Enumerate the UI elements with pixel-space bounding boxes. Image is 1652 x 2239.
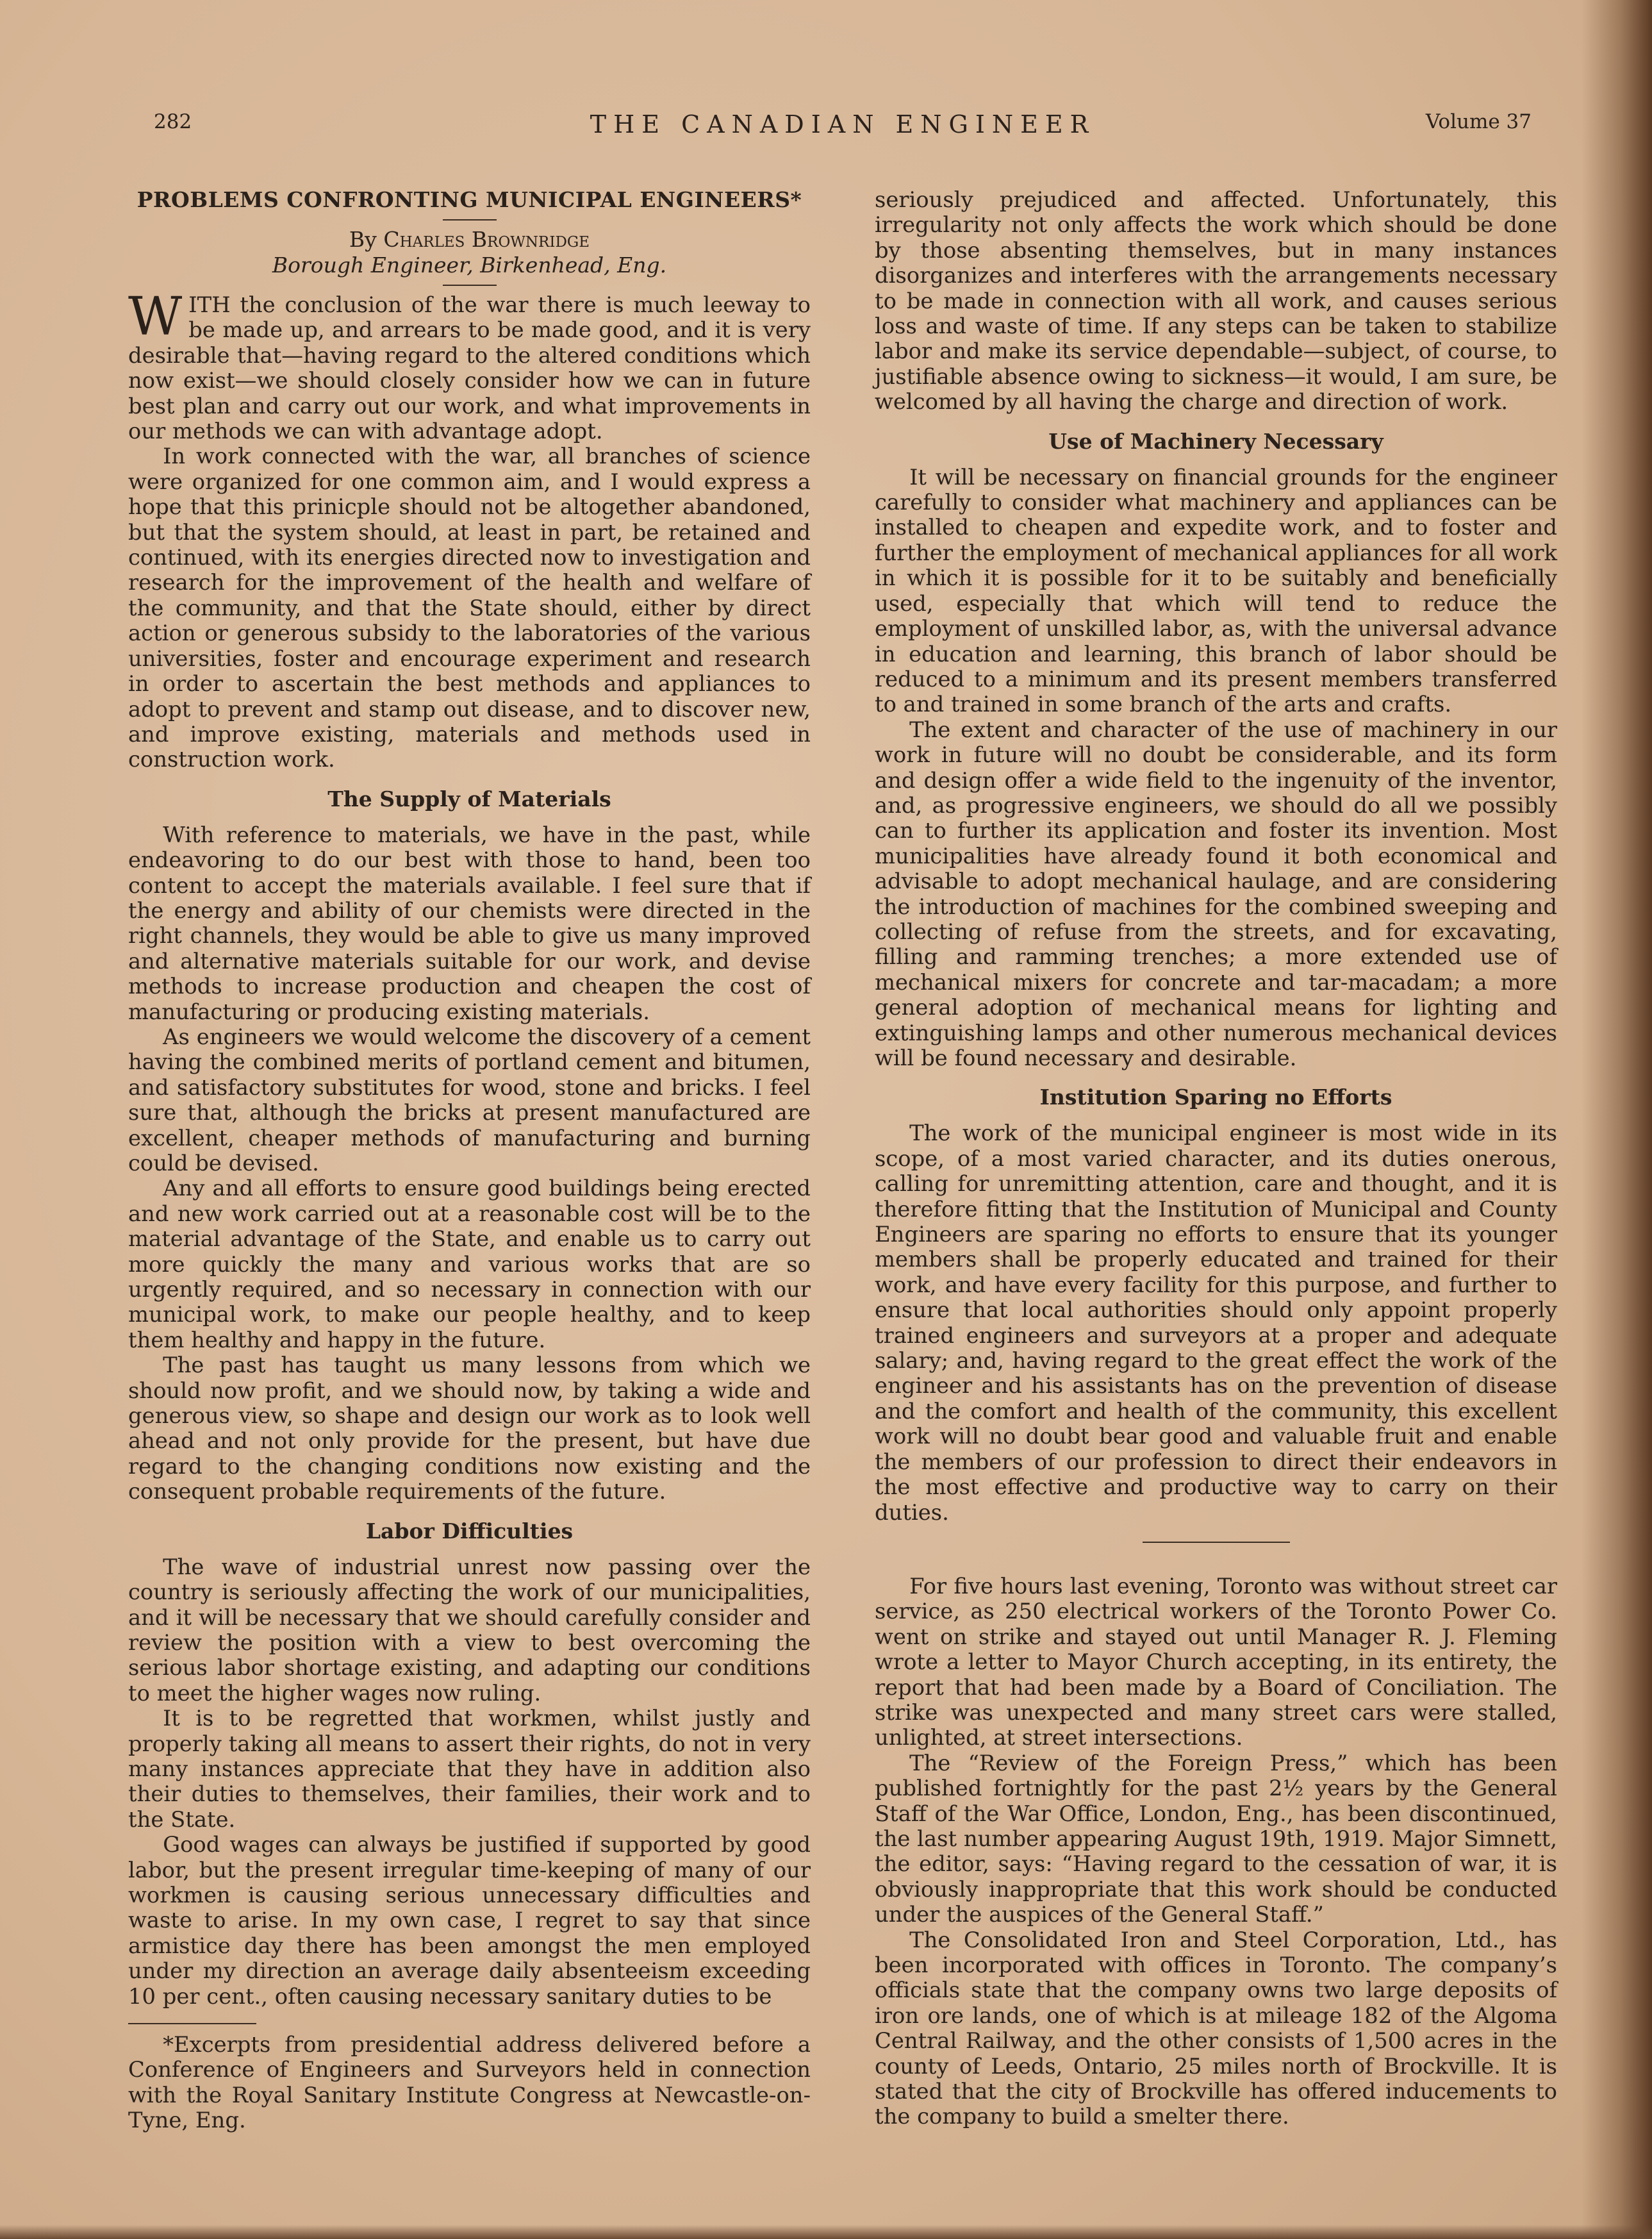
binding-shadow	[1582, 0, 1652, 2239]
paragraph-labor-continued: seriously prejudiced and affected. Unfortunately, this irregularity not only affects the work which should be done by those absenting themselves, but in many instances disorganizes and interferes with the arrangements necessary to be made in connection with all work, and causes serious loss and waste of time. If any steps can be taken to stabilize labor and make its service dependable—subject, of course, to justifiable absence owing to sickness—it would, I am sure, be welcomed by all having the charge and direction of work.	[875, 187, 1557, 415]
paragraph-labor-1: The wave of industrial unrest now passing over the country is seriously affecting the work of our municipalities, and it will be necessary that we should carefully consider and review the position with a view to best overcoming the serious labor shortage existing, and adapting our conditions to meet the higher wages now ruling.	[128, 1554, 811, 1706]
paragraph-labor-2: It is to be regretted that workmen, whilst justly and properly taking all means to assert their rights, do not in very many instances appreciate that they have in addition also their duties to themselves, their families, their work and to the State.	[128, 1706, 811, 1832]
paragraph-labor-3: Good wages can always be justified if supported by good labor, but the present irregular time-keeping of many of our workmen is causing serious unnecessary difficulties and waste to arise. In my own case, I regret to say that since armistice day there has been amongst the men employed under my direction an average daily absenteeism exceeding 10 per cent., often causing necessary sanitary duties to be	[128, 1832, 811, 2009]
paragraph-institution: The work of the municipal engineer is most wide in its scope, of a most varied character, and its duties onerous, calling for unremitting attention, care and thought, and it is therefore fitting that the Institution of Municipal and County Engineers are sparing no efforts to ensure that its younger members shall be properly educated and trained for their work, and have every facility for this purpose, and further to ensure that local authorities should only appoint properly trained engineers and surveyors at a proper and adequate salary; and, having regard to the great effect the work of the engineer and his assistants has on the prevention of disease and the comfort and health of the community, this excellent work will no doubt bear good and valuable fruit and enable the members of our profession to direct their endeavors in the most effective and productive way to carry on their duties.	[875, 1120, 1557, 1525]
page-number: 282	[154, 110, 192, 133]
section-heading-materials: The Supply of Materials	[327, 786, 611, 812]
byline	[128, 227, 811, 253]
news-foreign-press-review: The “Review of the Foreign Press,” which has been published fortnightly for the past 2½ years by the General Staff of the War Office, London, Eng., has been discontinued, the last number appearing August 19th, 1919. Major Simnett, the editor, says: “Having regard to the cessation of war, it is obviously inappropriate that this work should be conducted under the auspices of the General Staff.”	[875, 1750, 1557, 1927]
left-column	[128, 187, 811, 2133]
paragraph-science: In work connected with the war, all branches of science were organized for one common aim, and I would express a hope that this prinicple should not be altogether abandoned, but that the system should, at least in part, be retained and continued, with its energies directed now to investigation and research for the improvement of the health and welfare of the community, and that the State should, either by direct action or generous subsidy to the laboratories of the various universities, foster and encourage experiment and research in order to ascertain the best methods and appliances to adopt to prevent and stamp out disease, and to discover new, and improve existing, materials and methods used in construction work.	[128, 444, 811, 772]
article-title: PROBLEMS CONFRONTING MUNICIPAL ENGINEERS*	[136, 187, 802, 212]
news-consolidated-iron-steel: The Consolidated Iron and Steel Corporation, Ltd., has been incorporated with offices in Toronto. The company’s officials state that the company owns two large deposits of iron ore lands, one of which is at mileage 182 of the Algoma Central Railway, and the other consists of 1,500 acres in the county of Leeds, Ontario, 25 miles north of Brockville. It is stated that the city of Brockville has offered inducements to the company to build a smelter there.	[875, 1927, 1557, 2129]
paragraph-machinery-2: The extent and character of the use of machinery in our work in future will no doubt be considerable, and its form and design offer a wide field to the ingenuity of the inventor, and, as progressive engineers, we should do all we possibly can to further its application and foster its invention. Most municipalities have already found it both economical and advisable to adopt mechanical haulage, and are considering the introduction of machines for the combined sweeping and collecting of refuse from the streets, and for excavating, filling and ramming trenches; a more extended use of mechanical mixers for concrete and tar-macadam; a more general adoption of mechanical means for lighting and extinguishing lamps and other numerous mechanical devices will be found necessary and desirable.	[875, 717, 1557, 1070]
news-toronto-strike: For five hours last evening, Toronto was without street car service, as 250 electrical workers of the Toronto Power Co. went on strike and stayed out until Manager R. J. Fleming wrote a letter to Mayor Church accepting, in its entirety, the report that had been made by a Board of Conciliation. The strike was unexpected and many street cars were stalled, unlighted, at street intersections.	[875, 1573, 1557, 1751]
paragraph-machinery-1: It will be necessary on financial grounds for the engineer carefully to consider what machinery and appliances can be installed to cheapen and expedite work, and to foster and further the employment of mechanical appliances for all work in which it is possible for it to be suitably and beneficially used, especially that which will tend to reduce the employment of unskilled labor, as, with the universal advance in education and learning, this branch of labor should be reduced to a minimum and its present members transferred to and trained in some branch of the arts and crafts.	[875, 464, 1557, 717]
journal-title: THE CANADIAN ENGINEER	[590, 110, 1096, 138]
volume-label: Volume 37	[1425, 110, 1532, 133]
page-bottom-edge	[0, 2225, 1652, 2239]
byline-divider	[443, 285, 497, 286]
author-name: Charles Brownridge	[383, 227, 590, 252]
section-heading-machinery: Use of Machinery Necessary	[1048, 428, 1384, 454]
paragraph-materials-1: With reference to materials, we have in the past, while endeavoring to do our best with those to hand, been too content to accept the materials available. I feel sure that if the energy and ability of our chemists were directed in the right channels, they would be able to give us many improved and alternative materials suitable for our work, and devise methods to increase production and cheapen the cost of manufacturing or producing existing materials.	[128, 822, 811, 1024]
footnote-text: *Excerpts from presidential address delivered before a Conference of Engineers and Surveyors held in connection with the Royal Sanitary Institute Congress at Newcastle-on-Tyne, Eng.	[128, 2032, 811, 2133]
right-column	[875, 187, 1557, 2129]
paragraph-materials-4: The past has taught us many lessons from which we should now profit, and we should now, by taking a wide and generous view, so shape and design our work as to look well ahead and not only provide for the present, but have due regard to the changing conditions now existing and the consequent probable requirements of the future.	[128, 1353, 811, 1504]
paragraph-materials-2: As engineers we would welcome the discovery of a cement having the combined merits of portland cement and bitumen, and satisfactory substitutes for wood, stone and bricks. I feel sure that, although the bricks at present manufactured are excellent, cheaper methods of manufacturing and burning could be devised.	[128, 1024, 811, 1176]
intro-paragraph	[128, 287, 811, 444]
footnote-block	[128, 2032, 811, 2133]
title-divider	[443, 219, 497, 221]
author-affiliation: Borough Engineer, Birkenhead, Eng.	[272, 253, 667, 278]
intro-text: ITH the conclusion of the war there is much leeway to be made up, and arrears to be made good, and it is very desirable that—having regard to the altered conditions which now exist—we should closely consider how we can in future best plan and carry out our work, and what improvements in our methods we can with advantage adopt.	[128, 292, 811, 444]
page-header	[154, 110, 1532, 149]
section-heading-institution: Institution Sparing no Efforts	[1039, 1085, 1392, 1110]
paragraph-materials-3: Any and all efforts to ensure good buildings being erected and new work carried out at a reasonable cost will be to the material advantage of the State, and enable us to carry out more quickly the many and various works that are so urgently required, and so necessary in connection with our municipal work, to make our people healthy, and to keep them healthy and happy in the future.	[128, 1176, 811, 1353]
byline-prefix: By	[349, 227, 377, 252]
footnote-rule	[128, 2023, 256, 2024]
section-heading-labor: Labor Difficulties	[365, 1518, 574, 1544]
article-end-rule	[1143, 1542, 1290, 1543]
drop-cap: W	[128, 287, 183, 347]
